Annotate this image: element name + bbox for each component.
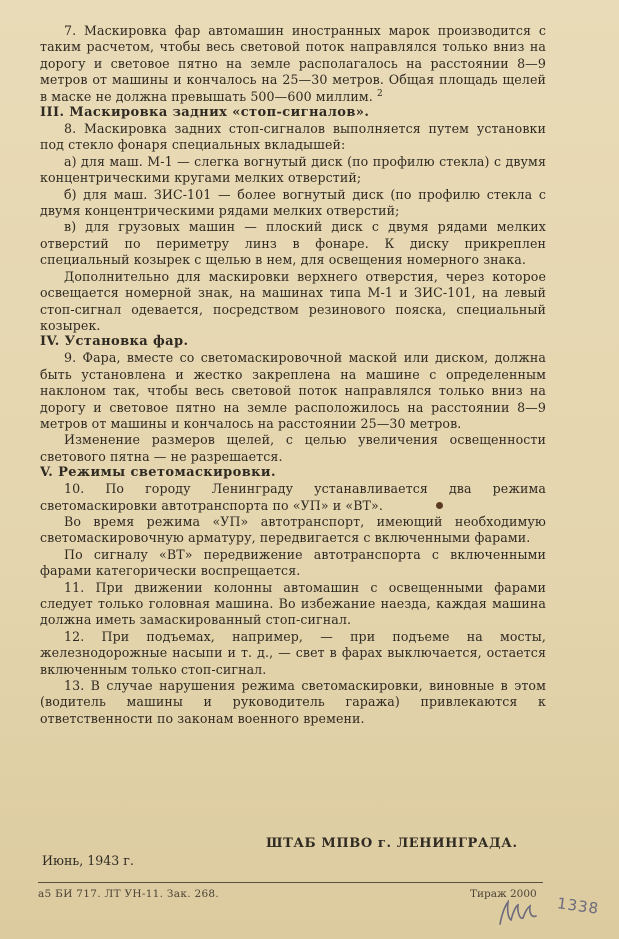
print-run: Тираж 2000 [470,888,537,900]
paragraph-8d: Дополнительно для маскировки верхнего отверстия, через которое освещается номерной знак, на машинах типа М-1 и ЗИС-101, на левый стоп-сигнал одевается, посредством резинового пояска, специальный козырек. [40,268,546,333]
document-date: Июнь, 1943 г. [42,853,134,868]
signature-line: ШТАБ МПВО г. ЛЕНИНГРАДА. [266,836,518,851]
handwritten-archive-number: 1338 [555,894,601,918]
paragraph-9b: Изменение размеров щелей, с целью увеличения освещенности светового пятна — не разрешается. [40,432,546,464]
paragraph-7: 7. Маскировка фар автомашин иностранных марок производится с таким расчетом, чтобы весь световой поток направлялся только вниз на дорогу и световое пятно на земле располагалось на расстоянии 8—9 метров от машины и кончалось на 25—30 метров. Общая площадь щелей в маске не должна превышать 500—600 миллим. $^2$ [40,23,546,104]
heading-section-3: III. Маскировка задних «стоп-сигналов». [40,105,370,121]
paragraph-10: 10. По городу Ленинграду устанавливается два режима светомаскировки автотранспорта по «УП» и «ВТ». [40,481,546,513]
paragraph-8b: б) для маш. ЗИС-101 — более вогнутый диск (по профилю стекла с двумя концентрическими рядами мелких отверстий; [40,186,546,219]
paragraph-8: 8. Маскировка задних стоп-сигналов выполняется путем установки под стекло фонаря специальных вкладышей: [40,121,546,153]
ink-spot [436,502,443,509]
heading-section-4: IV. Установка фар. [40,334,189,350]
paragraph-10b: Во время режима «УП» автотранспорт, имеющий необходимую светомаскировочную арматуру, передвигается с включенными фарами. [40,513,546,546]
footer-divider [38,882,543,883]
printer-imprint: а5 БИ 717. ЛТ УН-11. Зак. 268. [38,888,220,900]
paragraph-11: 11. При движении колонны автомашин с освещенными фарами следует только головная машина. Во избежание наезда, каждая машина должна иметь замаскированный стоп-сигнал. [40,579,546,628]
heading-section-5: V. Режимы светомаскировки. [40,465,276,481]
paragraph-13: 13. В случае нарушения режима светомаскировки, виновные в этом (водитель машины и руководитель гаража) привлекаются к ответственности по законам военного времени. [40,678,546,726]
handwritten-scribble-icon [496,896,540,930]
paragraph-9: 9. Фара, вместе со светомаскировочной маской или диском, должна быть установлена и жестко закреплена на машине с определенным наклоном так, чтобы весь световой поток направлялся только вниз на дорогу и световое пятно на земле расположилось на расстоянии 8—9 метров от машины и кончалось на расстоянии 25—30 метров. [40,350,546,431]
paragraph-8c: в) для грузовых машин — плоский диск с двумя рядами мелких отверстий по периметру линз в фонаре. К диску прикреплен специальный козырек с щелью в нем, для освещения номерного знака. [40,219,546,268]
paragraph-8a: а) для маш. М-1 — слегка вогнутый диск (по профилю стекла) с двумя концентрическими кругами мелких отверстий; [40,153,546,186]
footnote-superscript: 2 [376,88,383,99]
paragraph-12: 12. При подъемах, например, — при подъеме на мосты, железнодорожные насыпи и т. д., — свет в фарах выключается, остается включенным только стоп-сигнал. [40,628,546,677]
paragraph-10c: По сигналу «ВТ» передвижение автотранспорта с включенными фарами категорически воспрещается. [40,546,546,579]
document-body [40,23,546,727]
